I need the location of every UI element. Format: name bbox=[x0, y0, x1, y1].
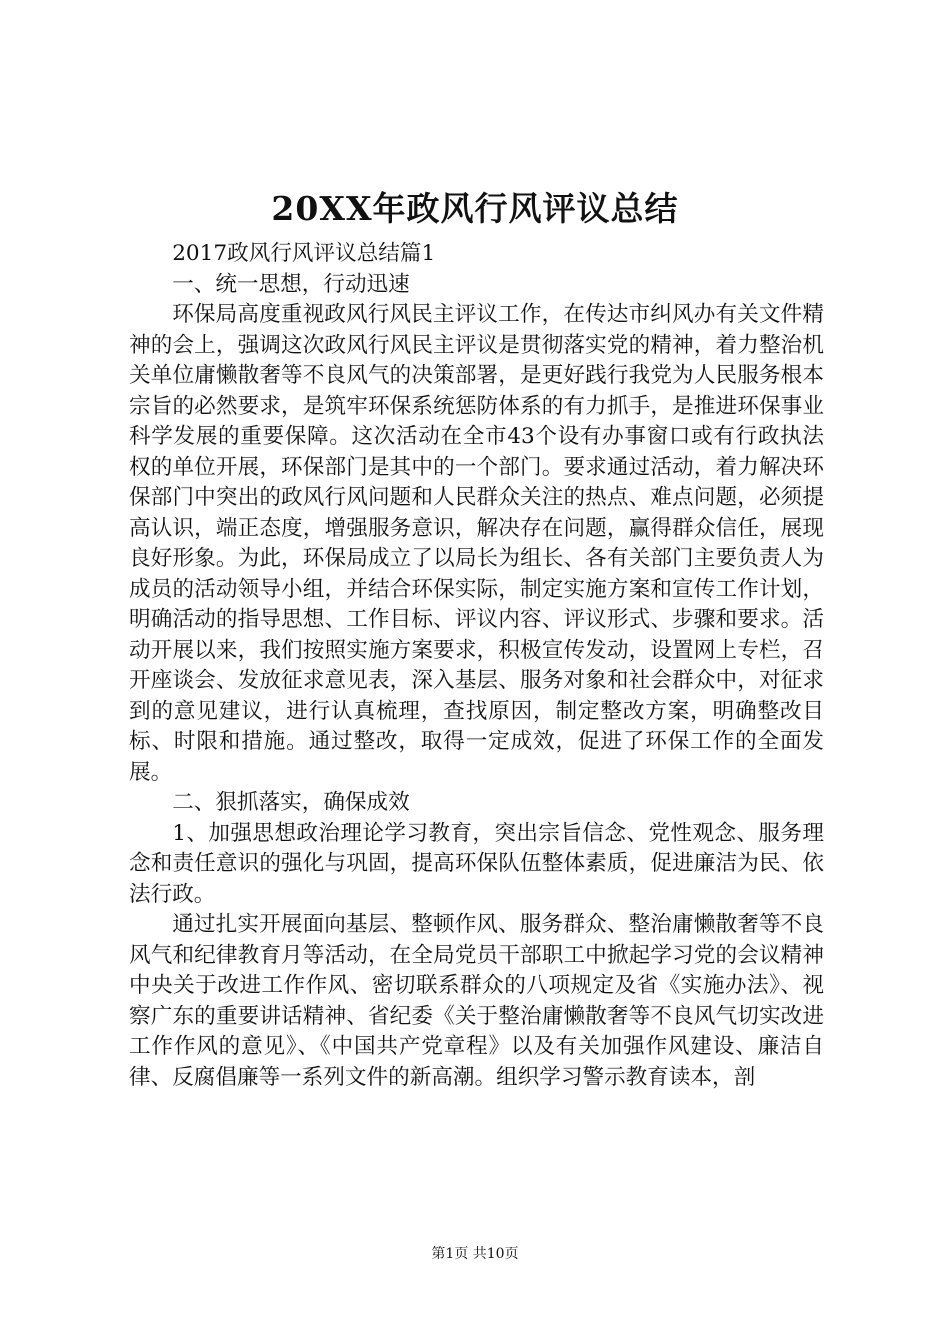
paragraph: 1、加强思想政治理论学习教育，突出宗旨信念、党性观念、服务理念和责任意识的强化与巩固，提高环保队伍整体素质，促进廉洁为民、依法行政。 bbox=[129, 820, 824, 907]
subheading-1: 一、统一思想，行动迅速 bbox=[172, 271, 410, 297]
paragraph: 通过扎实开展面向基层、整顿作风、服务群众、整治庸懒散奢等不良风气和纪律教育月等活动，在全局党员干部职工中掀起学习党的会议精神中央关于改进工作作风、密切联系群众的八项规定及省《实施办法》、视察广东的重要讲话精神、省纪委《关于整治庸懒散奢等不良风气切实改进工作作风的意见》、《中国共产党章程》以及有关加强作风建设、廉洁自律、反腐倡廉等一系列文件的新高潮。组织学习警示教育读本，剖 bbox=[129, 912, 824, 1090]
document-title: 20XX年政风行风评议总结 bbox=[271, 189, 679, 228]
subheading-2: 二、狠抓落实，确保成效 bbox=[172, 790, 410, 815]
section-heading-1: 2017政风行风评议总结篇1 bbox=[172, 241, 436, 266]
paragraph: 环保局高度重视政风行风民主评议工作，在传达市纠风办有关文件精神的会上，强调这次政风行风民主评议是贯彻落实党的精神，着力整治机关单位庸懒散奢等不良风气的决策部署，是更好践行我党为人民服务根本宗旨的必然要求，是筑牢环保系统惩防体系的有力抓手，是推进环保事业科学发展的重要保障。这次活动在全市43个设有办事窗口或有行政执法权的单位开展，环保部门是其中的一个部门。要求通过活动，着力解决环保部门中突出的政风行风问题和人民群众关注的热点、难点问题，必须提高认识，端正态度，增强服务意识，解决存在问题，赢得群众信任，展现良好形象。为此，环保局成立了以局长为组长、各有关部门主要负责人为成员的活动领导小组，并结合环保实际，制定实施方案和宣传工作计划，明确活动的指导思想、工作目标、评议内容、评议形式、步骤和要求。活动开展以来，我们按照实施方案要求，积极宣传发动，设置网上专栏，召开座谈会、发放征求意见表，深入基层、服务对象和社会群众中，对征求到的意见建议，进行认真梳理，查找原因，制定整改方案，明确整改目标、时限和措施。通过整改，取得一定成效，促进了环保工作的全面发展。 bbox=[129, 302, 824, 785]
document-body bbox=[129, 239, 824, 1093]
page-footer: 第1页 共10页 bbox=[431, 1246, 519, 1262]
